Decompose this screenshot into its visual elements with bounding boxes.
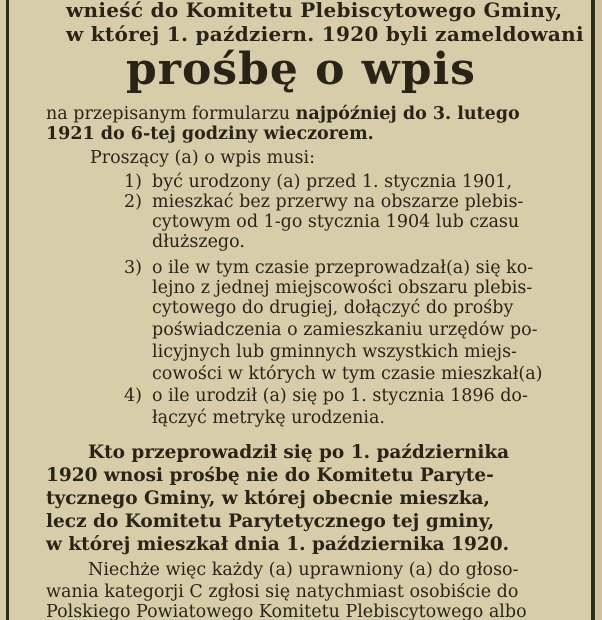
notice-line-1: Kto przeprowadził się po 1. października	[88, 442, 510, 463]
notice-line-4: lecz do Komitetu Parytetycznego tej gminy,	[46, 511, 495, 532]
closing-line-1: Niechże więc każdy (a) uprawniony (a) do głoso-	[88, 560, 519, 580]
intro-regular: na przepisanym formularzu	[46, 104, 291, 124]
headline-title: prośbę o wpis	[126, 44, 476, 95]
list-item-2-line-1: mieszkać bez przerwy na obszarze plebis-	[152, 192, 524, 212]
list-item-4-line-1: o ile urodził (a) się po 1. stycznia 1896 do-	[152, 386, 528, 406]
intro-line-2: 1921 do 6-tej godziny wieczorem.	[46, 124, 374, 144]
notice-line-3: tycznego Gminy, w której obecnie mieszka,	[46, 488, 490, 509]
left-border-rule	[6, 0, 9, 620]
list-item-3-line-3: cytowego do drugiej, dołączyć do prośby	[152, 298, 514, 318]
intro-deadline: najpóźniej do 3. lutego	[295, 104, 520, 124]
header-line-2: w której 1. październ. 1920 byli zameldowani	[66, 22, 584, 46]
list-item-3-line-2: lejno z jednej miejscowości obszaru plebis-	[152, 278, 533, 298]
page-edge	[596, 0, 602, 620]
list-item-3-line-6: cowości w których w tym czasie mieszkał(a)	[152, 364, 543, 384]
notice-line-2: 1920 wnosi prośbę nie do Komitetu Paryte-	[46, 465, 494, 486]
closing-line-3: Polskiego Powiatowego Komitetu Plebiscytowego albo	[46, 602, 527, 620]
header-line-1: wnieść do Komitetu Plebiscytowego Gminy,	[66, 0, 563, 22]
list-item-3-line-1: o ile w tym czasie przeprowadzał(a) się ko-	[152, 258, 534, 278]
list-item-1-line-1: być urodzony (a) przed 1. stycznia 1901,	[152, 172, 513, 192]
requirements-lead: Proszący (a) o wpis musi:	[90, 148, 315, 168]
intro-line-1	[46, 104, 520, 124]
list-number-4: 4)	[124, 386, 142, 406]
list-number-2: 2)	[124, 192, 142, 212]
list-item-3-line-4: poświadczenia o zamieszkaniu urzędów po-	[152, 320, 538, 340]
notice-line-5: w której mieszkał dnia 1. października 1920.	[46, 534, 510, 555]
list-number-3: 3)	[124, 258, 142, 278]
list-item-2-line-2: cytowym od 1-go stycznia 1904 lub czasu	[152, 212, 520, 232]
list-item-2-line-3: dłuższego.	[152, 232, 245, 252]
list-number-1: 1)	[124, 172, 142, 192]
right-border-rule	[591, 0, 595, 620]
list-item-4-line-2: łączyć metrykę urodzenia.	[152, 408, 385, 428]
closing-line-2: wania kategorji C zgłosi się natychmiast osobiście do	[46, 582, 519, 602]
list-item-3-line-5: licyjnych lub gminnych wszystkich miejs-	[152, 342, 517, 362]
